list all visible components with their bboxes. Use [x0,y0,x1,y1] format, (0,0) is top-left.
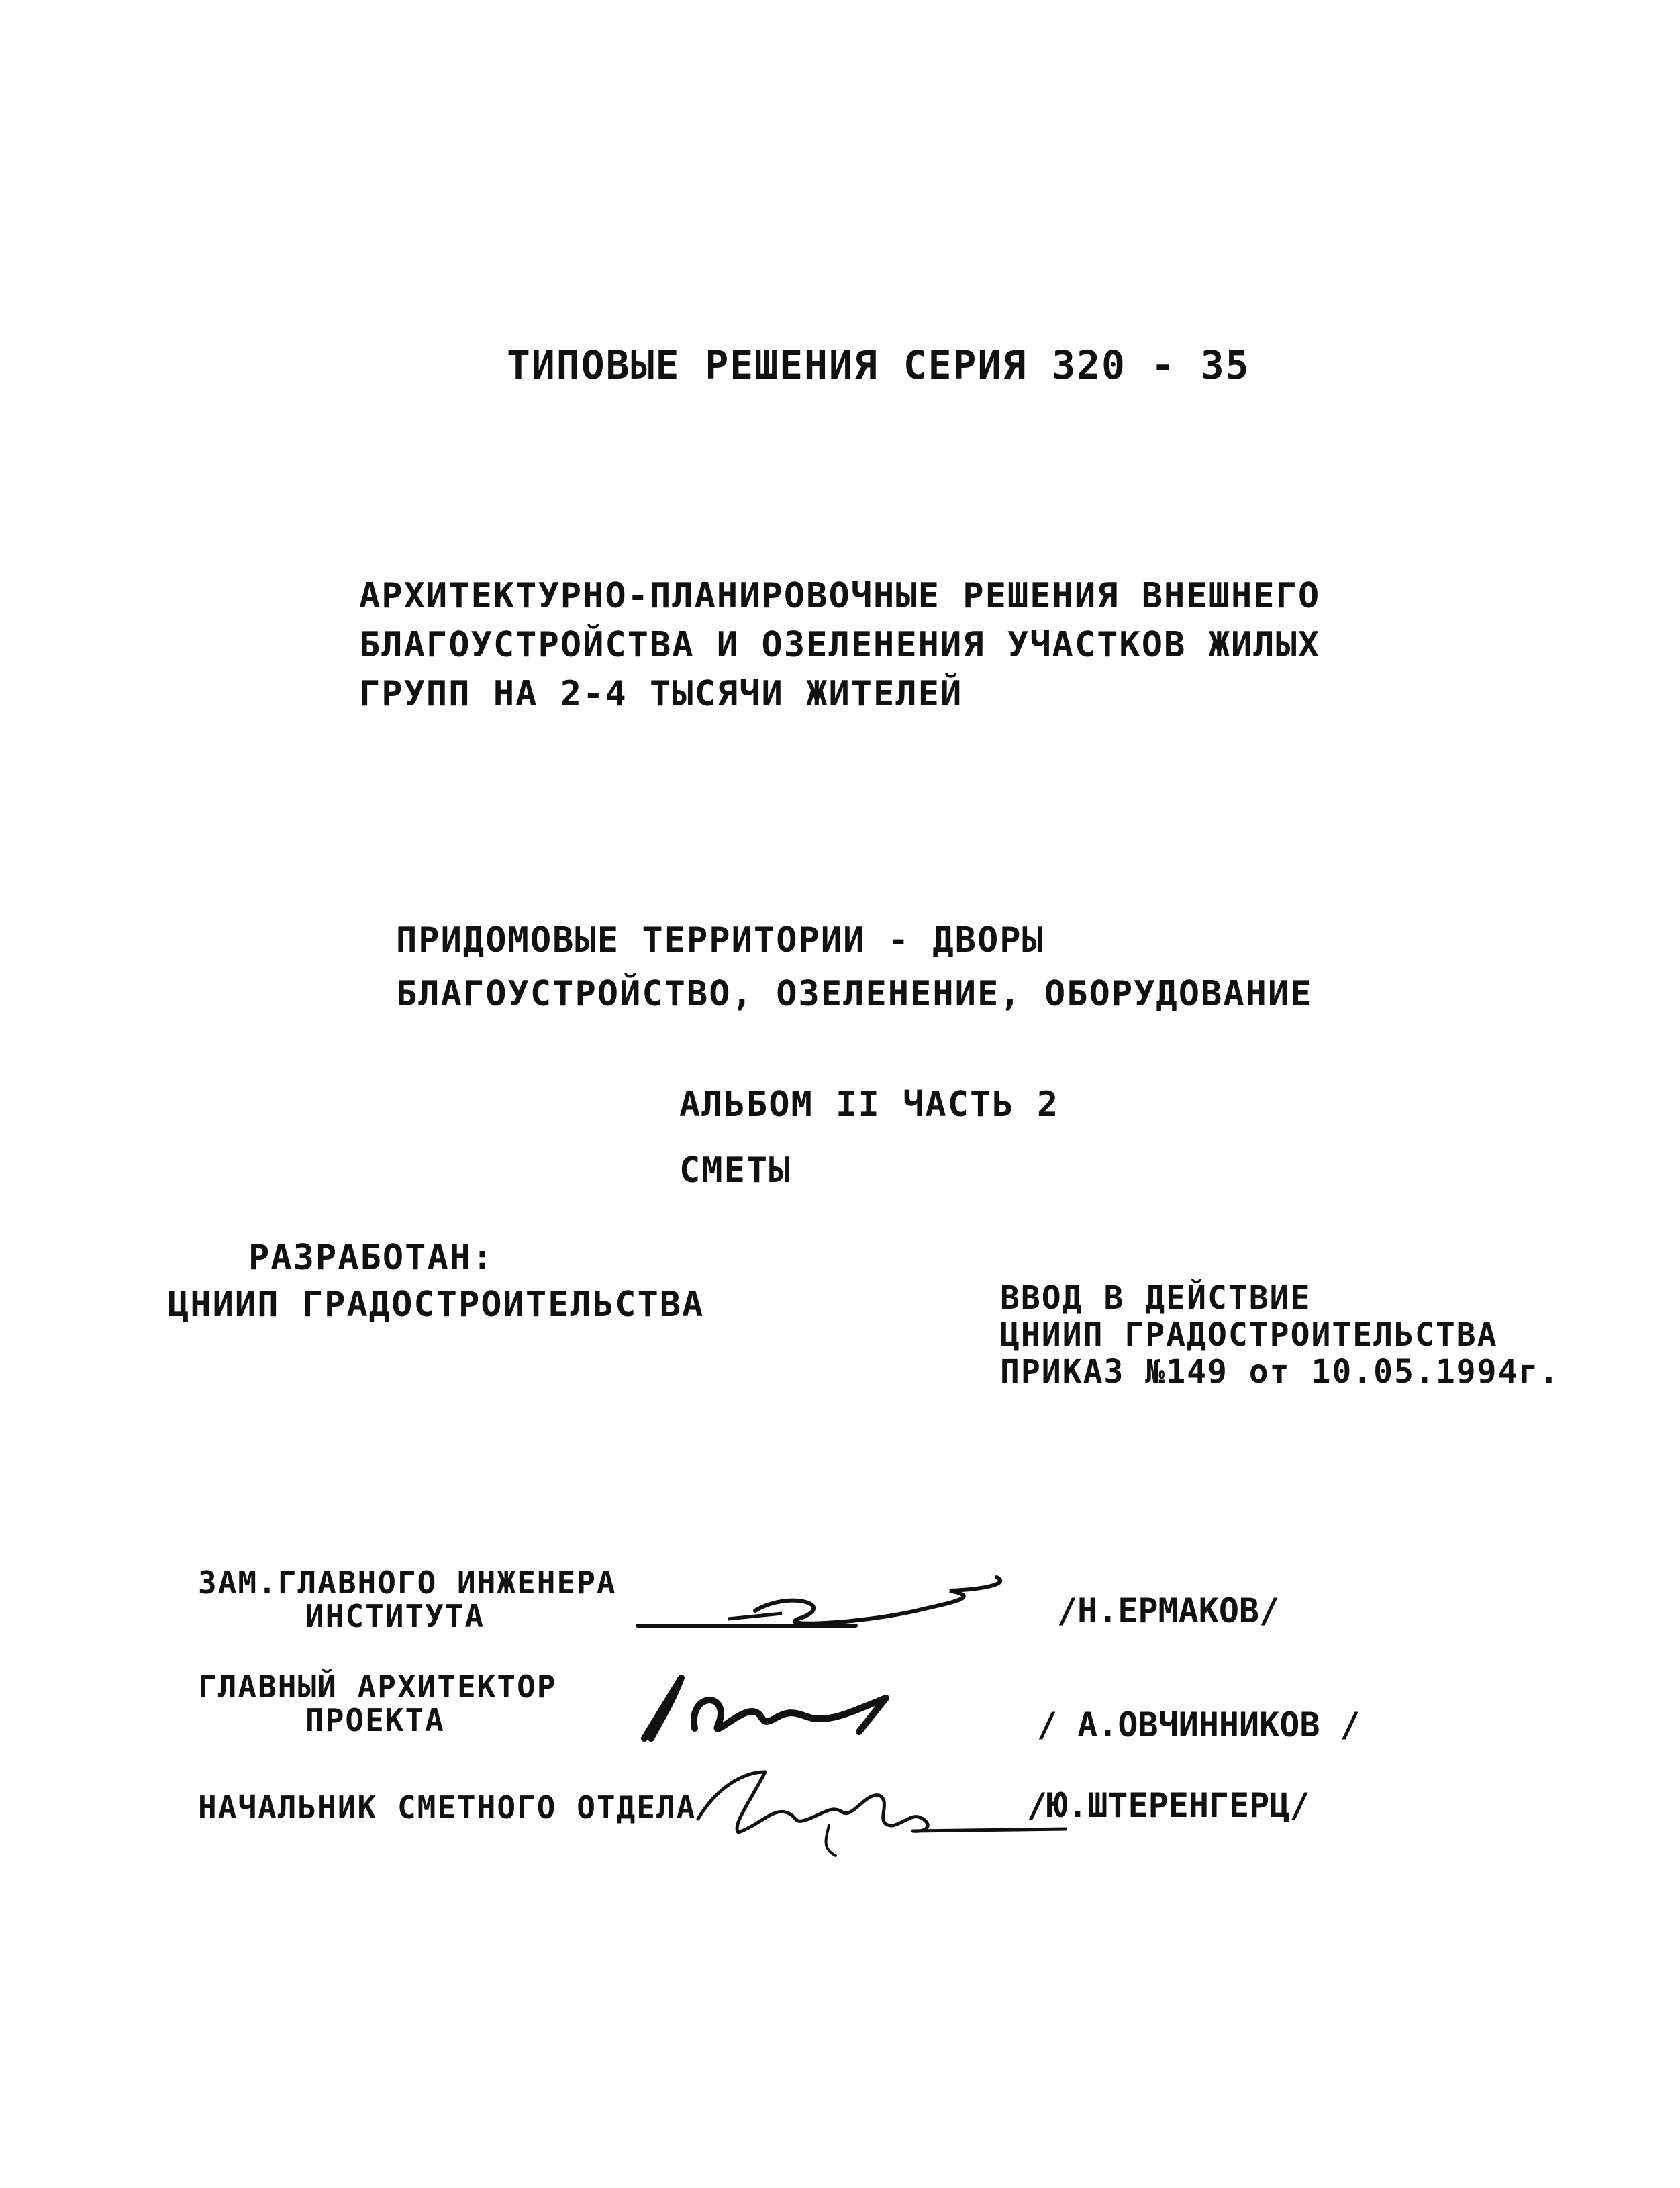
introduction-line-3: ПРИКАЗ №149 от 10.05.1994г. [1000,1353,1561,1391]
signatory-1-position-line-2: ИНСТИТУТА [305,1598,485,1634]
developed-label: РАЗРАБОТАН: [248,1238,495,1278]
signature-3-mark [691,1745,1067,1859]
title-line-3: ГРУПП НА 2-4 ТЫСЯЧИ ЖИТЕЛЕЙ [359,674,963,714]
subtitle-line-1: ПРИДОМОВЫЕ ТЕРРИТОРИИ - ДВОРЫ [396,920,1044,960]
signatory-2-name: / А.ОВЧИННИКОВ / [1037,1705,1361,1744]
series-heading: ТИПОВЫЕ РЕШЕНИЯ СЕРИЯ 320 - 35 [507,342,1250,388]
signatory-3-name: /Ю.ШТЕРЕНГЕРЦ/ [1027,1786,1310,1825]
subtitle-line-2: БЛАГОУСТРОЙСТВО, ОЗЕЛЕНЕНИЕ, ОБОРУДОВАНИЕ [396,974,1313,1014]
signatory-2-position-line-1: ГЛАВНЫЙ АРХИТЕКТОР [198,1669,557,1705]
signatory-1-name: /Н.ЕРМАКОВ/ [1057,1591,1280,1630]
introduction-line-1: ВВОД В ДЕЙСТВИЕ [1000,1279,1312,1317]
signature-2-mark [631,1664,899,1752]
volume-title: СМЕТЫ [679,1150,791,1191]
title-line-2: БЛАГОУСТРОЙСТВА И ОЗЕЛЕНЕНИЯ УЧАСТКОВ ЖИЛЫХ [359,625,1321,665]
developed-organization: ЦНИИП ГРАДОСТРОИТЕЛЬСТВА [168,1285,705,1325]
signatory-1-position-line-1: ЗАМ.ГЛАВНОГО ИНЖЕНЕРА [198,1564,617,1601]
introduction-line-2: ЦНИИП ГРАДОСТРОИТЕЛЬСТВА [1000,1316,1498,1354]
album-part: АЛЬБОМ II ЧАСТЬ 2 [679,1085,1060,1125]
signatory-3-position: НАЧАЛЬНИК СМЕТНОГО ОТДЕЛА [198,1789,697,1826]
signatory-2-position-line-2: ПРОЕКТА [305,1702,445,1738]
title-line-1: АРХИТЕКТУРНО-ПЛАНИРОВОЧНЫЕ РЕШЕНИЯ ВНЕШНЕГО [359,576,1321,616]
signature-1-mark [634,1564,1037,1638]
